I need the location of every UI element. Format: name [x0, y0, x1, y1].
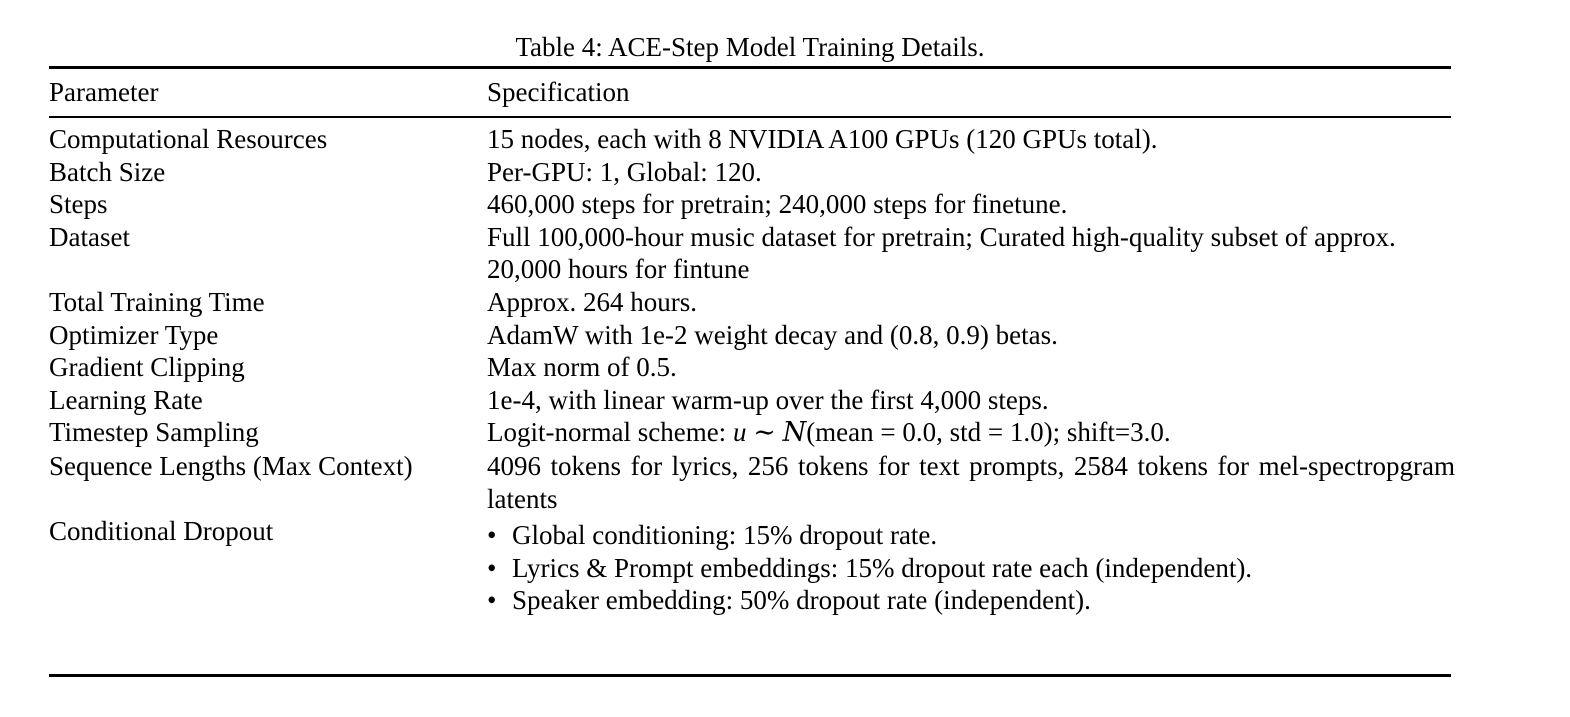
bullet-text: Speaker embedding: 50% dropout rate (independent).	[512, 585, 1091, 616]
math-normal-distribution: N	[782, 417, 807, 449]
row-parameter: Batch Size	[49, 156, 166, 187]
row-parameter: Timestep Sampling	[49, 417, 259, 448]
table-body	[0, 123, 1570, 617]
table-row	[0, 221, 1570, 286]
bullet-text: Lyrics & Prompt embeddings: 15% dropout rate each (independent).	[512, 552, 1253, 583]
bullet-icon: •	[487, 552, 497, 583]
row-parameter: Learning Rate	[49, 384, 203, 415]
row-parameter: Computational Resources	[49, 124, 328, 154]
table-row	[0, 188, 1570, 221]
row-parameter: Total Training Time	[49, 286, 265, 317]
bottom-rule	[49, 674, 1451, 677]
dropout-bullet-list	[487, 515, 1455, 617]
table-row	[0, 450, 1570, 515]
row-specification: Approx. 264 hours.	[487, 286, 697, 317]
row-parameter: Dataset	[49, 221, 130, 252]
table-row	[0, 286, 1570, 319]
header-rule	[49, 116, 1451, 118]
row-specification: 1e-4, with linear warm-up over the first 4,000 steps.	[487, 384, 1049, 415]
table-row	[0, 351, 1570, 384]
header-specification: Specification	[487, 77, 630, 107]
table-row	[0, 123, 1570, 156]
row-parameter: Conditional Dropout	[49, 516, 274, 547]
row-parameter: Optimizer Type	[49, 319, 219, 350]
bullet-icon: •	[487, 585, 497, 616]
row-parameter: Steps	[49, 189, 108, 220]
row-parameter: Gradient Clipping	[49, 352, 245, 383]
row-specification: Max norm of 0.5.	[487, 352, 677, 383]
bullet-item	[487, 584, 1455, 617]
header-parameter: Parameter	[49, 77, 159, 107]
row-specification: 15 nodes, each with 8 NVIDIA A100 GPUs (120 GPUs total).	[487, 124, 1158, 154]
bullet-item	[487, 519, 1455, 552]
table-row	[0, 319, 1570, 352]
table-row	[0, 156, 1570, 189]
table-caption: Table 4: ACE-Step Model Training Details.	[515, 32, 985, 62]
row-specification	[487, 515, 1455, 617]
math-args: (mean = 0.0, std = 1.0); shift=3.0.	[806, 417, 1171, 448]
bullet-text: Global conditioning: 15% dropout rate.	[512, 520, 938, 551]
bullet-icon: •	[487, 520, 497, 551]
row-specification	[487, 416, 1455, 450]
row-parameter: Sequence Lengths (Max Context)	[49, 450, 413, 481]
row-specification: Per-GPU: 1, Global: 120.	[487, 156, 762, 187]
row-specification: AdamW with 1e-2 weight decay and (0.8, 0.9) betas.	[487, 319, 1058, 350]
table-row	[0, 416, 1570, 450]
table-header-row	[0, 75, 1570, 109]
math-sim: ∼	[746, 417, 783, 448]
table-row	[0, 384, 1570, 417]
row-specification: 460,000 steps for pretrain; 240,000 steps for finetune.	[487, 189, 1068, 220]
math-variable: u	[732, 417, 747, 448]
row-specification: 4096 tokens for lyrics, 256 tokens for text prompts, 2584 tokens for mel-spectropgram latents	[487, 450, 1455, 514]
row-specification: Full 100,000-hour music dataset for pretrain; Curated high-quality subset of approx. 20,000 hours for fintune	[487, 221, 1396, 285]
top-rule	[49, 66, 1451, 69]
table-row	[0, 515, 1570, 617]
bullet-item	[487, 552, 1455, 585]
spec-prefix: Logit-normal scheme:	[487, 417, 733, 448]
